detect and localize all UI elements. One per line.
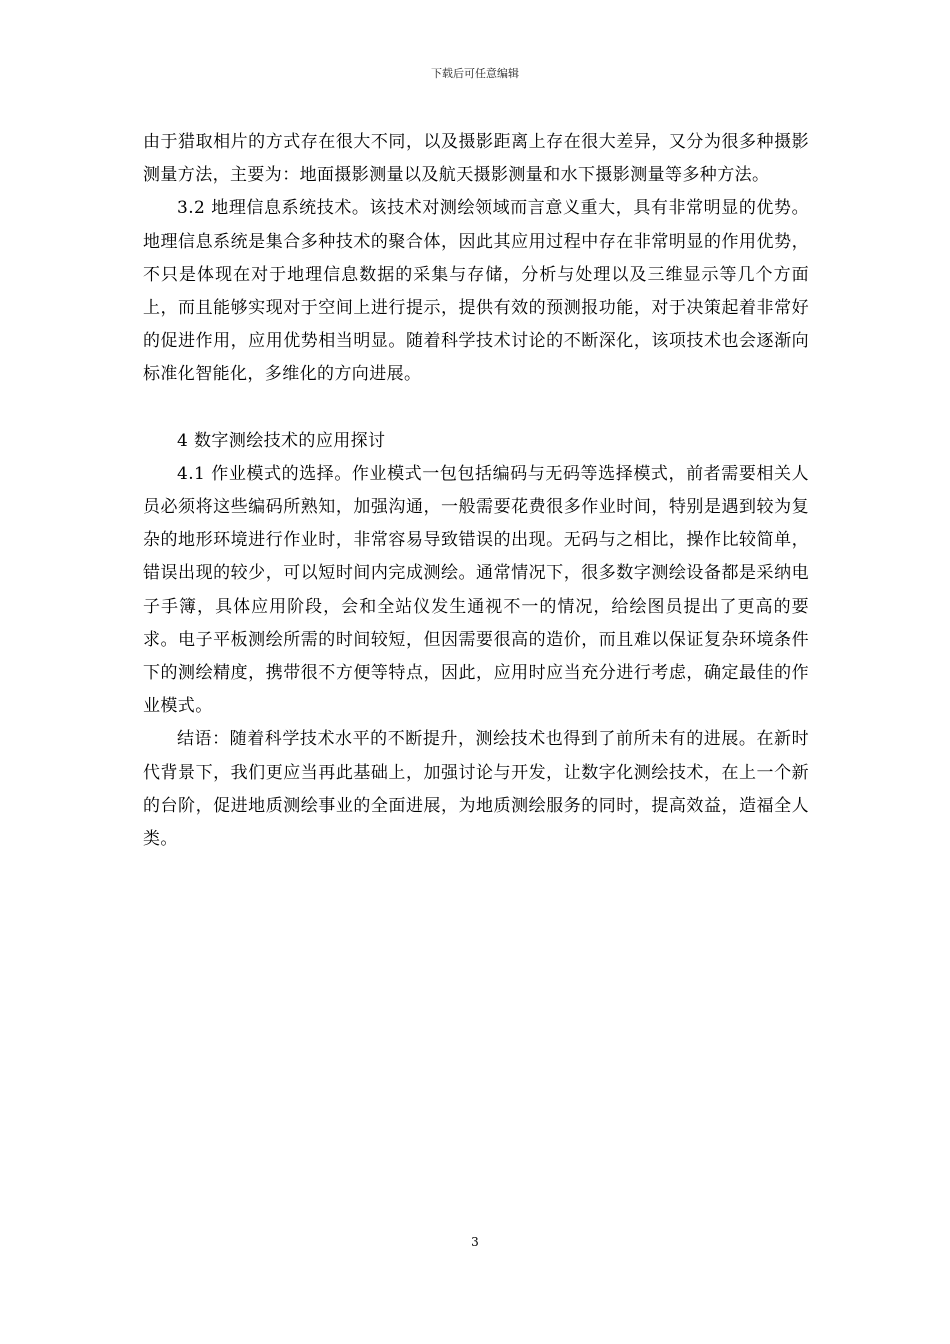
paragraph-gis-technology: 3.2 地理信息系统技术。该技术对测绘领域而言意义重大，具有非常明显的优势。地理信息系统是集合多种技术的聚合体，因此其应用过程中存在非常明显的作用优势，不只是体现在对于地理信息数据的采集与存储，分析与处理以及三维显示等几个方面上，而且能够实现对于空间上进行提示，提供有效的预测报功能，对于决策起着非常好的促进作用，应用优势相当明显。随着科学技术讨论的不断深化，该项技术也会逐渐向标准化智能化，多维化的方向进展。 <box>143 198 809 385</box>
body-text <box>143 126 809 856</box>
paragraph-conclusion: 结语：随着科学技术水平的不断提升，测绘技术也得到了前所未有的进展。在新时代背景下，我们更应当再此基础上，加强讨论与开发，让数字化测绘技术，在上一个新的台阶，促进地质测绘事业的全面进展，为地质测绘服务的同时，提高效益，造福全人类。 <box>143 729 809 850</box>
page-header: 下载后可任意编辑 <box>431 67 519 80</box>
paragraph-photogrammetry-methods: 由于猎取相片的方式存在很大不同，以及摄影距离上存在很大差异，又分为很多种摄影测量方法，主要为：地面摄影测量以及航天摄影测量和水下摄影测量等多种方法。 <box>143 132 809 186</box>
paragraph-work-mode: 4.1 作业模式的选择。作业模式一包包括编码与无码等选择模式，前者需要相关人员必须将这些编码所熟知，加强沟通，一般需要花费很多作业时间，特别是遇到较为复杂的地形环境进行作业时，非常容易导致错误的出现。无码与之相比，操作比较简单，错误出现的较少，可以短时间内完成测绘。通常情况下，很多数字测绘设备都是采纳电子手簿，具体应用阶段，会和全站仪发生通视不一的情况，给绘图员提出了更高的要求。电子平板测绘所需的时间较短，但因需要很高的造价，而且难以保证复杂环境条件下的测绘精度，携带很不方便等特点，因此，应用时应当充分进行考虑，确定最佳的作业模式。 <box>143 463 809 717</box>
paragraph-spacer <box>143 392 809 425</box>
page-number: 3 <box>471 1235 479 1249</box>
section-heading: 4 数字测绘技术的应用探讨 <box>177 430 386 451</box>
